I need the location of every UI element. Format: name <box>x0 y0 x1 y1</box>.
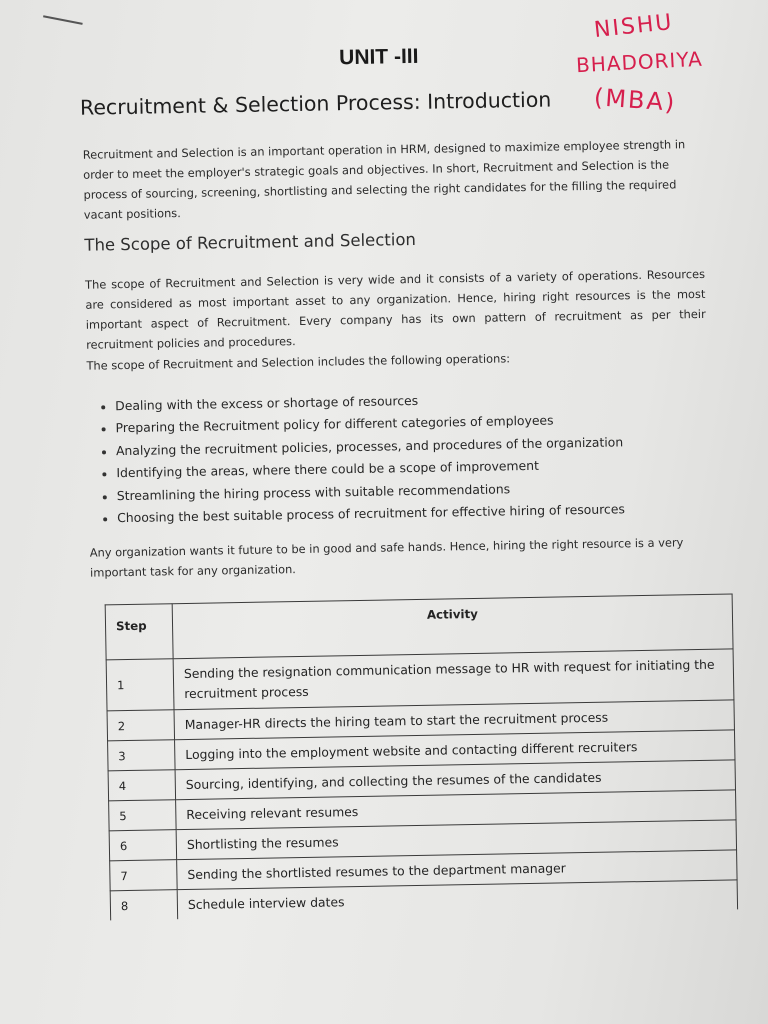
step-activity: Logging into the employment website and contacting different recruiters <box>175 730 735 770</box>
step-number: 6 <box>109 830 177 861</box>
step-number: 8 <box>110 890 178 921</box>
step-activity: Shortlisting the resumes <box>176 820 736 860</box>
handwritten-name-last: BHADORIYA <box>575 46 704 78</box>
step-activity: Schedule interview dates <box>177 880 737 919</box>
list-item: Identifying the areas, where there could be a scope of improvement <box>102 454 624 486</box>
list-item: Choosing the best suitable process of recruitment for effective hiring of resources <box>103 498 625 530</box>
operations-intro: The scope of Recruitment and Selection includes the following operations: <box>86 351 511 373</box>
operations-list <box>101 386 625 530</box>
intro-paragraph: Recruitment and Selection is an important operation in HRM, designed to maximize employee strength in order to meet the employer's strategic goals and objectives. In short, Recruitment and Selection is the process of sourcing, screening, shortlisting and selecting the right candidates for the filling the required vacant positions. <box>82 137 686 222</box>
step-activity: Sending the shortlisted resumes to the department manager <box>177 850 737 890</box>
step-column-header: Step <box>105 604 173 660</box>
scope-heading: The Scope of Recruitment and Selection <box>84 229 417 255</box>
step-number: 7 <box>110 860 178 891</box>
handwritten-degree: (MBA) <box>593 83 678 117</box>
document-sheet <box>8 0 768 1024</box>
step-number: 3 <box>108 740 176 771</box>
list-item: Dealing with the excess or shortage of resources <box>101 386 623 418</box>
activity-column-header: Activity <box>172 594 733 659</box>
step-number: 4 <box>108 770 176 801</box>
list-item: Streamlining the hiring process with suitable recommendations <box>103 476 625 508</box>
step-number: 1 <box>106 659 174 711</box>
step-activity: Sourcing, identifying, and collecting the resumes of the candidates <box>175 760 735 800</box>
unit-heading: UNIT -III <box>338 44 419 70</box>
step-number: 5 <box>109 800 177 831</box>
list-item: Preparing the Recruitment policy for different categories of employees <box>101 409 623 441</box>
step-number: 2 <box>107 710 175 741</box>
staple-mark <box>42 15 82 29</box>
closing-paragraph: Any organization wants it future to be in good and safe hands. Hence, hiring the right resource is a very important task for any organization. <box>89 535 684 580</box>
step-activity: Receiving relevant resumes <box>176 790 736 830</box>
recruitment-steps-table <box>105 593 738 920</box>
step-activity: Manager-HR directs the hiring team to start the recruitment process <box>174 700 734 740</box>
handwritten-name-first: NISHU <box>592 9 675 44</box>
page-title: Recruitment & Selection Process: Introduction <box>79 87 552 120</box>
scope-paragraph: The scope of Recruitment and Selection is very wide and it consists of a variety of operations. Resources are considered as most important asset to any organization. Hence, hiring right resources is the most important aspect of Recruitment. Every company has its own pattern of recruitment as per their recruitment policies and procedures. <box>84 266 706 352</box>
step-activity: Sending the resignation communication message to HR with request for initiating the recruitment process <box>173 649 734 710</box>
list-item: Analyzing the recruitment policies, processes, and procedures of the organization <box>102 431 624 463</box>
